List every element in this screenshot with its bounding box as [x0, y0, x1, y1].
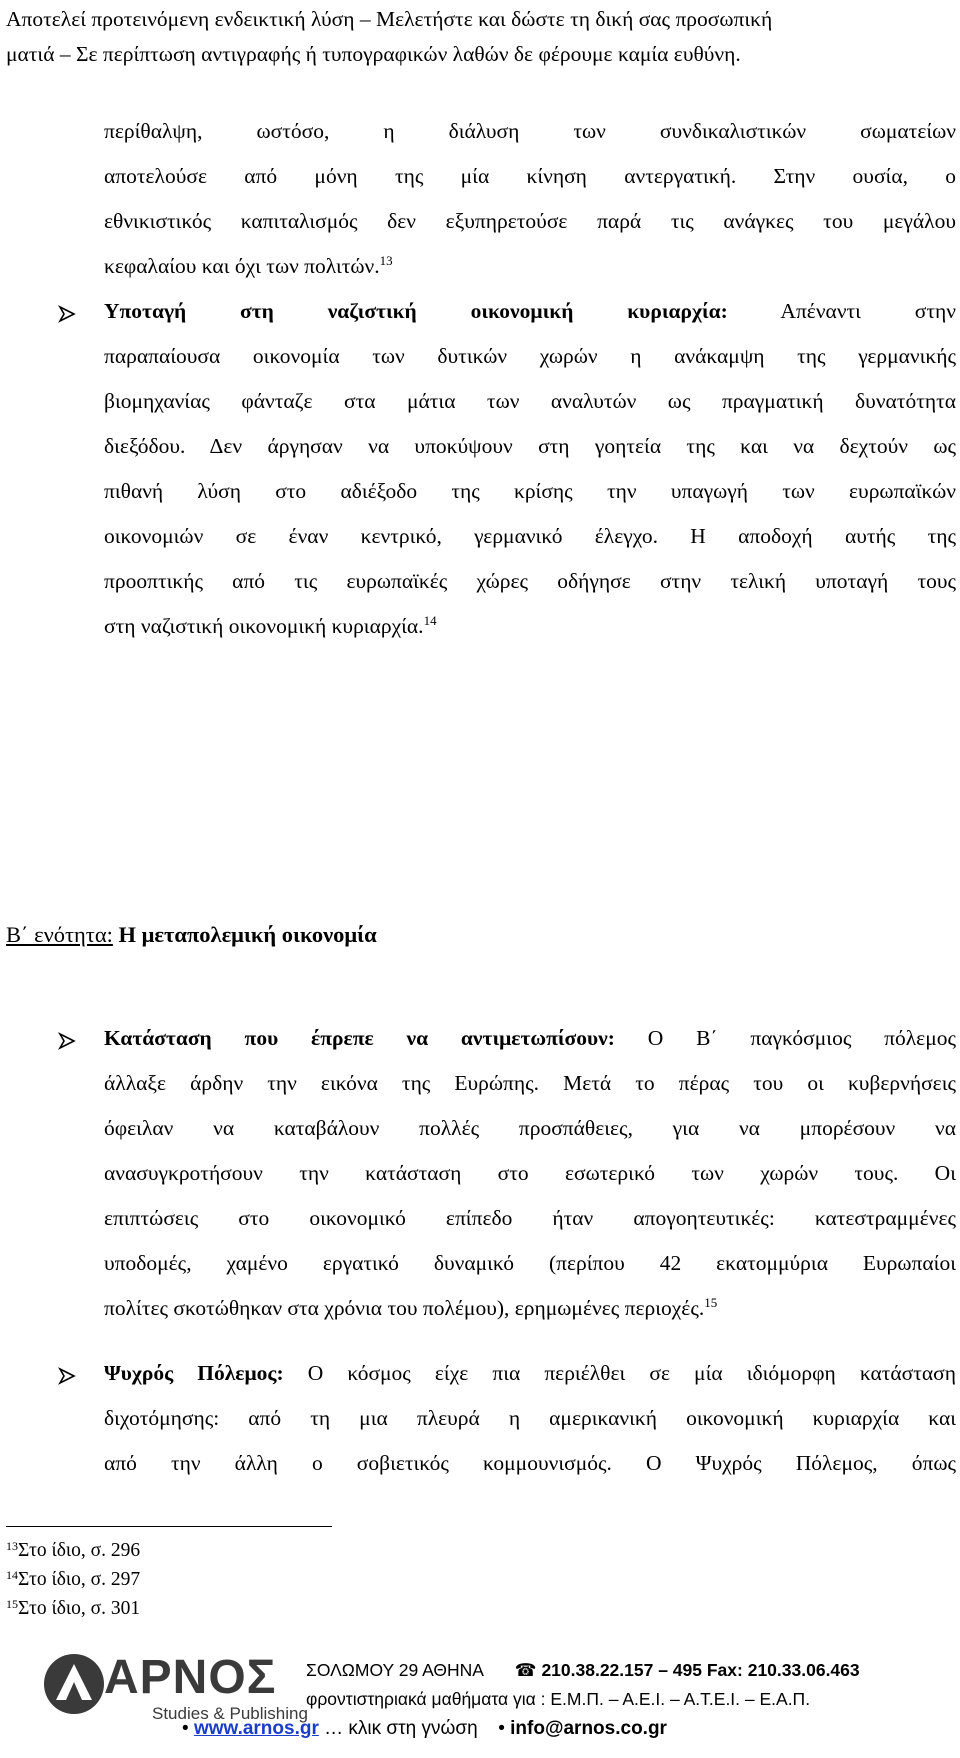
footnote-number: 14 [6, 1568, 18, 1582]
text-line-last [104, 1286, 956, 1331]
arrow-bullet-icon [58, 1351, 82, 1396]
footnote [6, 1594, 140, 1623]
footer-email[interactable]: info@arnos.co.gr [510, 1718, 667, 1739]
arnos-logo-mark-icon [42, 1652, 106, 1716]
header-line-2: ματιά – Σε περίπτωση αντιγραφής ή τυπογραφικών λαθών δε φέρουμε καμία ευθύνη. [6, 42, 741, 66]
text-line: ανασυγκροτήσουν την κατάσταση στο εσωτερικό των χωρών τους. Οι [104, 1161, 956, 1185]
logo-subtitle: Studies & Publishing [152, 1704, 308, 1723]
footnote-text: Στο ίδιο, σ. 296 [18, 1540, 141, 1561]
section-label: Β΄ ενότητα: [6, 922, 113, 947]
text-line: παραπαίουσα οικονομία των δυτικών χωρών η ανάκαμψη της γερμανικής [104, 344, 956, 368]
bullet-item-situation [104, 1016, 956, 1331]
text-fragment: στη ναζιστική οικονομική κυριαρχία. [104, 614, 424, 638]
section-title: Η μεταπολεμική οικονομία [118, 922, 377, 947]
text-line: υποδομές, χαμένο εργατικό δυναμικό (περίπου 42 εκατομμύρια Ευρωπαίοι [104, 1251, 956, 1275]
footer-courses: φροντιστηριακά μαθήματα για : Ε.Μ.Π. – Α.Ε.Ι. – Α.Τ.Ε.Ι. – Ε.Α.Π. [306, 1689, 811, 1709]
text-line: εθνικιστικός καπιταλισμός δεν εξυπηρετούσε παρά τις ανάγκες του μεγάλου [104, 209, 956, 233]
section-heading [6, 922, 377, 948]
text-line: προοπτικής από τις ευρωπαϊκές χώρες οδήγησε στην τελική υποταγή τους [104, 569, 956, 593]
text-line-first [104, 1351, 956, 1396]
text-line: βιομηχανίας φάνταζε στα μάτια των αναλυτών ως πραγματική δυνατότητα [104, 389, 956, 413]
text-fragment: Ο Β΄ παγκόσμιος πόλεμος [647, 1026, 956, 1050]
footnote-divider [6, 1526, 332, 1527]
text-fragment: Ο κόσμος είχε πια περιέλθει σε μία ιδιόμορφη κατάσταση [307, 1361, 957, 1385]
footnote-text: Στο ίδιο, σ. 301 [18, 1598, 141, 1619]
bullet-item-cold-war [104, 1351, 956, 1486]
header-line-1: Αποτελεί προτεινόμενη ενδεικτική λύση – Μελετήστε και δώστε τη δική σας προσωπική [6, 7, 773, 31]
logo-word: ΑΡΝΟΣ [104, 1651, 277, 1704]
text-line: άλλαξε άρδην την εικόνα της Ευρώπης. Μετά το πέρας του οι κυβερνήσεις [104, 1071, 956, 1095]
footer-address: ΣΟΛΩΜΟΥ 29 ΑΘΗΝΑ [306, 1660, 483, 1680]
text-line: από την άλλη ο σοβιετικός κομμουνισμός. Ο Ψυχρός Πόλεμος, όπως [104, 1451, 956, 1475]
text-line: αποτελούσε από μόνη της μία κίνηση αντεργατική. Στην ουσία, ο [104, 164, 956, 188]
text-line-first [104, 289, 956, 334]
paragraph-continuation [104, 109, 956, 289]
website-link[interactable]: www.arnos.gr [193, 1718, 319, 1739]
footer-phones: 210.38.22.157 – 495 Fax: 210.33.06.463 [541, 1660, 860, 1680]
bullet-title: Κατάσταση που έπρεπε να αντιμετωπίσουν: [104, 1026, 615, 1050]
bullet-title: Ψυχρός Πόλεμος: [104, 1361, 284, 1385]
bullet-dot-icon: • [498, 1718, 505, 1739]
footnote-ref: 15 [704, 1295, 718, 1310]
footnote-ref: 13 [379, 253, 393, 268]
text-line: οικονομιών σε έναν κεντρικό, γερμανικό έλεγχο. Η αποδοχή αυτής της [104, 524, 956, 548]
text-line: περίθαλψη, ωστόσο, η διάλυση των συνδικαλιστικών σωματείων [104, 119, 956, 143]
footer-slogan: … κλικ στη γνώση [324, 1718, 478, 1739]
bullet-item-subjugation [104, 289, 956, 649]
footnote [6, 1565, 140, 1594]
footer-links-line [182, 1718, 667, 1740]
text-line: επιπτώσεις στο οικονομικό επίπεδο ήταν απογοητευτικές: κατεστραμμένες [104, 1206, 956, 1230]
arrow-bullet-icon [58, 1016, 82, 1061]
footnote-number: 13 [6, 1539, 18, 1553]
page-header [6, 2, 946, 72]
bullet-title: Υποταγή στη ναζιστική οικονομική κυριαρχία: [104, 299, 728, 323]
text-line: διχοτόμησης: από τη μια πλευρά η αμερικανική οικονομική κυριαρχία και [104, 1406, 956, 1430]
text-line-first [104, 1016, 956, 1061]
bullet-dot-icon: • [182, 1718, 189, 1739]
text-fragment: Απέναντι στην [780, 299, 956, 323]
footnote-text: Στο ίδιο, σ. 297 [18, 1569, 141, 1590]
text-line: πιθανή λύση στο αδιέξοδο της κρίσης την υπαγωγή των ευρωπαϊκών [104, 479, 956, 503]
text-line-last [104, 244, 956, 289]
footnote-number: 15 [6, 1597, 18, 1611]
phone-icon: ☎ [514, 1660, 537, 1680]
footnote [6, 1536, 140, 1565]
footer-contact-line [306, 1660, 860, 1681]
text-fragment: πολίτες σκοτώθηκαν στα χρόνια του πολέμου), ερημωμένες περιοχές. [104, 1296, 705, 1320]
footnotes [6, 1536, 140, 1623]
text-line: διεξόδου. Δεν άργησαν να υποκύψουν στη γοητεία της και να δεχτούν ως [104, 434, 956, 458]
text-line-last [104, 604, 956, 649]
text-line: όφειλαν να καταβάλουν πολλές προσπάθειες, για να μπορέσουν να [104, 1116, 956, 1140]
arrow-bullet-icon [58, 289, 82, 334]
footnote-ref: 14 [423, 613, 437, 628]
text-fragment: κεφαλαίου και όχι των πολιτών. [104, 254, 380, 278]
